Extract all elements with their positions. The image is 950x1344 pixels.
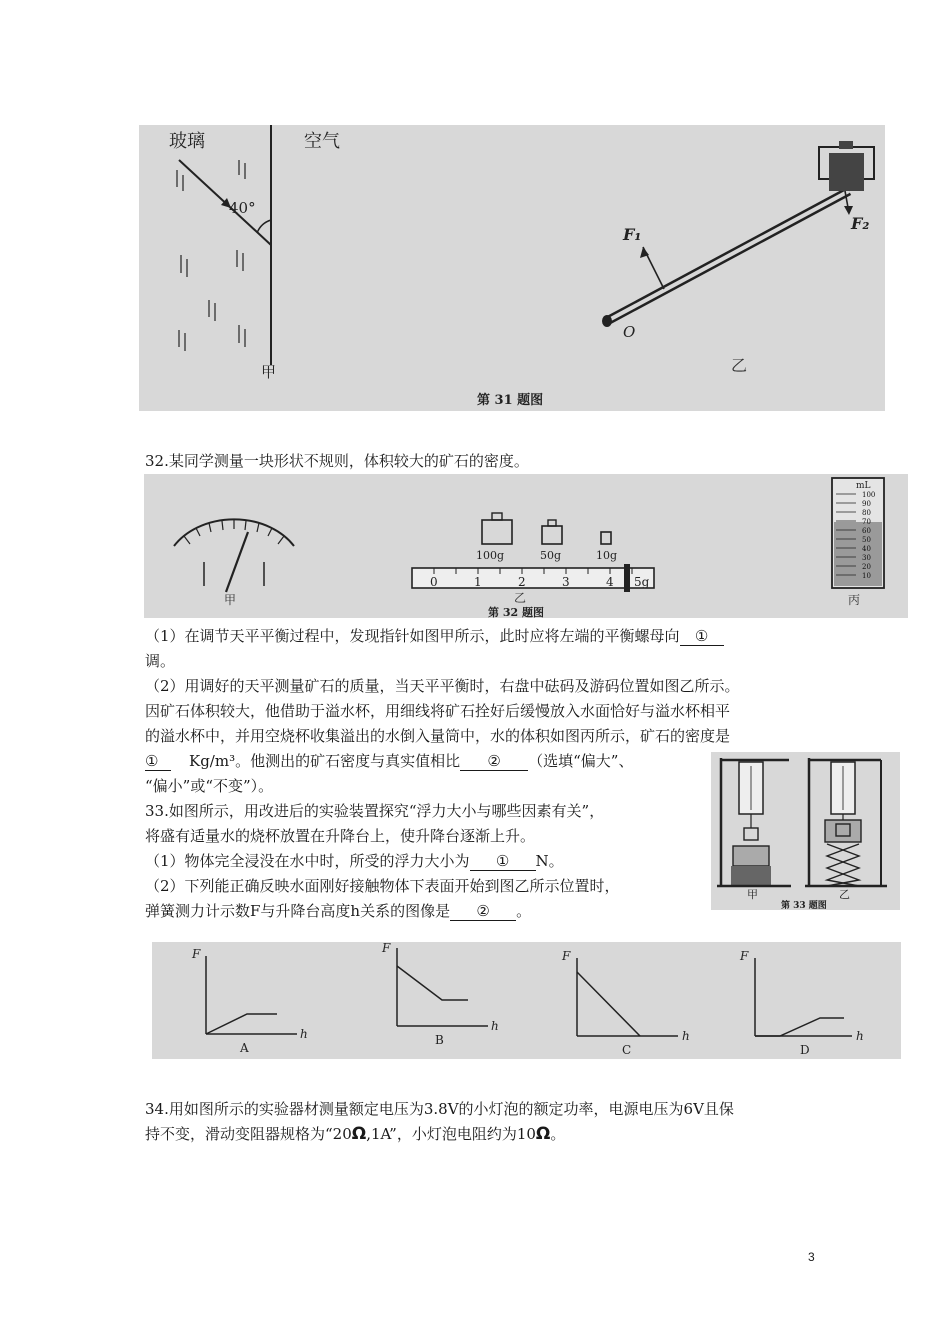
fig32-slider-scale [412,568,654,588]
fig32-scale-label: 2 [518,575,526,589]
graph-option-b[interactable] [381,942,499,1047]
figure-32 [144,474,908,618]
graph-axis-f: F [562,949,571,963]
graph-axis-h: h [491,1019,499,1033]
q32-part2-line5: “偏小”或“不变”）。 [145,777,274,795]
q33-line4: （2）下列能正确反映水面刚好接触物体下表面开始到图乙所示位置时， [145,877,620,895]
graph-option-label: B [435,1033,444,1047]
fig32-cylinder-mark: 60 [862,527,871,535]
fig32-scale-label: 3 [562,575,570,589]
fig32-cylinder-mark: 90 [862,500,871,508]
q32-title: 32.某同学测量一块形状不规则，体积较大的矿石的密度。 [145,452,529,470]
graph-a-curve [206,1014,277,1034]
q32-density-blank[interactable]: ① [145,752,171,771]
fig32-scale-label: 4 [606,575,614,589]
fig31-weight-top [839,141,853,149]
graph-d-curve [755,1018,844,1036]
fig31-f2-label: F₂ [851,214,870,233]
fig32-cylinder-mark: 100 [862,491,876,499]
graph-b-curve [397,966,468,1000]
fig32-weight-10g [601,532,611,544]
q32-density-unit: Kg/m³。他测出的矿石密度与真实值相比 [189,752,461,770]
graph-option-label: D [800,1043,810,1057]
fig32-scale-label: 5g [634,575,650,589]
graph-axis-h: h [682,1029,690,1043]
graph-option-a[interactable] [191,947,308,1055]
q33-graph-blank[interactable]: ② [450,902,516,921]
q34-line2-c: 。 [550,1125,566,1143]
graph-axis-f: F [382,942,391,955]
fig31-caption: 第 31 题图 [477,393,544,408]
figure-33-graphs [152,942,901,1059]
graph-c-curve [577,972,640,1036]
q33-part2-text: 弹簧测力计示数F与升降台高度h关系的图像是 [145,902,451,920]
fig31-angle-arc [257,220,271,233]
graph-axis-f: F [740,949,749,963]
fig32-dial-ticks [184,520,284,544]
fig32-cylinder-mark: 80 [862,509,871,517]
fig32-jia-label: 甲 [224,593,237,607]
fig32-caption: 第 32 题图 [488,606,544,618]
fig32-weight-label: 10g [596,549,618,562]
fig32-cylinder-mark: 10 [862,572,871,580]
q33-part2-tail: 。 [516,902,532,920]
q34-omega-2: Ω [535,1124,551,1144]
graph-option-d[interactable] [739,949,864,1057]
fig32-weight-100g [482,520,512,544]
fig33-jia-object [744,828,758,840]
fig31-angle-label: 40° [229,199,256,217]
page-number: 3 [808,1250,815,1264]
graph-option-label: C [622,1043,632,1057]
graph-axis-h: h [300,1027,308,1041]
graph-axis-f: F [192,947,201,961]
q33-line5 [145,899,531,923]
q32-part2-line1: （2）用调好的天平测量矿石的质量，当天平平衡时，右盘中砝码及游码位置如图乙所示。 [145,677,740,695]
q33-line2: 将盛有适量水的烧杯放置在升降台上，使升降台逐渐上升。 [145,827,536,845]
fig31-glass-label: 玻璃 [169,131,205,152]
fig33-caption: 第 33 题图 [781,901,827,910]
fig32-weight-100g-knob [492,513,502,520]
fig32-weight-50g [542,526,562,544]
fig32-yi-label: 乙 [514,591,527,605]
fig32-bing-label: 丙 [848,593,861,607]
graph-option-c[interactable] [561,949,690,1057]
fig32-scale-label: 1 [474,575,482,589]
fig31-air-label: 空气 [304,131,340,152]
q34-omega-1: Ω [351,1124,367,1144]
q32-part1-line1 [145,624,724,648]
q34-line1: 34.用如图所示的实验器材测量额定电压为3.8V的小灯泡的额定功率，电源电压为6V且保 [145,1100,734,1118]
q32-compare-blank[interactable]: ② [460,752,528,771]
q34-line2-b: ,1A”，小灯泡电阻约为10 [366,1125,536,1143]
q33-line1: 33.如图所示，用改进后的实验装置探究“浮力大小与哪些因素有关”， [145,802,605,820]
fig33-jia-label: 甲 [747,888,758,901]
graph-axis-h: h [856,1029,864,1043]
fig31-yi-label: 乙 [731,356,748,375]
fig32-scale-label: 0 [430,575,438,589]
fig32-rider [624,564,630,592]
graph-option-label: A [240,1041,249,1055]
fig33-jia-platform [731,866,771,886]
q32-compare-tail: （选填“偏大”、 [528,752,634,770]
fig33-yi-beaker [825,820,861,842]
fig31-weight-inner [829,153,864,191]
fig31-o-label: O [623,323,636,341]
fig33-jia-beaker [733,846,769,866]
q33-buoyancy-blank[interactable]: ① [470,852,536,871]
q32-part2-line2: 因矿石体积较大，他借助于溢水杯，用细线将矿石拴好后缓慢放入水面恰好与溢水杯相平 [145,702,731,720]
q34-line2 [145,1122,565,1146]
fig32-weight-label: 50g [540,549,562,562]
q33-line3 [145,849,564,873]
q33-part1-text: （1）物体完全浸没在水中时，所受的浮力大小为 [145,852,470,870]
q32-part2-line3: 的溢水杯中，并用空烧杯收集溢出的水倒入量筒中，水的体积如图丙所示，矿石的密度是 [145,727,731,745]
fig32-cylinder-unit: mL [856,481,871,491]
q32-part1-line2: 调。 [145,652,176,670]
fig32-cylinder-water [834,522,882,586]
fig32-weight-50g-knob [548,520,556,526]
fig32-cylinder-mark: 50 [862,536,871,544]
fig32-weight-label: 100g [476,549,505,562]
fig32-cylinder-mark: 70 [862,518,871,526]
fig31-jia-label: 甲 [261,363,277,381]
fig32-pointer [226,532,248,592]
fig33-yi-scissor-lift-2 [827,844,859,886]
q32-part2-line4 [145,749,633,773]
fig32-cylinder-mark: 40 [862,545,871,553]
q33-part1-unit: N。 [535,852,564,870]
fig31-f1-label: F₁ [623,225,642,244]
figure-31 [139,125,885,411]
q32-part1-blank[interactable]: ① [680,627,724,646]
fig31-pivot [602,315,612,327]
figure-33 [711,752,900,910]
q34-line2-a: 持不变，滑动变阻器规格为“20 [145,1125,352,1143]
fig33-yi-label: 乙 [839,888,850,901]
q32-part1-text: （1）在调节天平平衡过程中，发现指针如图甲所示，此时应将左端的平衡螺母向 [145,627,680,645]
fig32-cylinder-mark: 20 [862,563,871,571]
fig32-cylinder-mark: 30 [862,554,871,562]
